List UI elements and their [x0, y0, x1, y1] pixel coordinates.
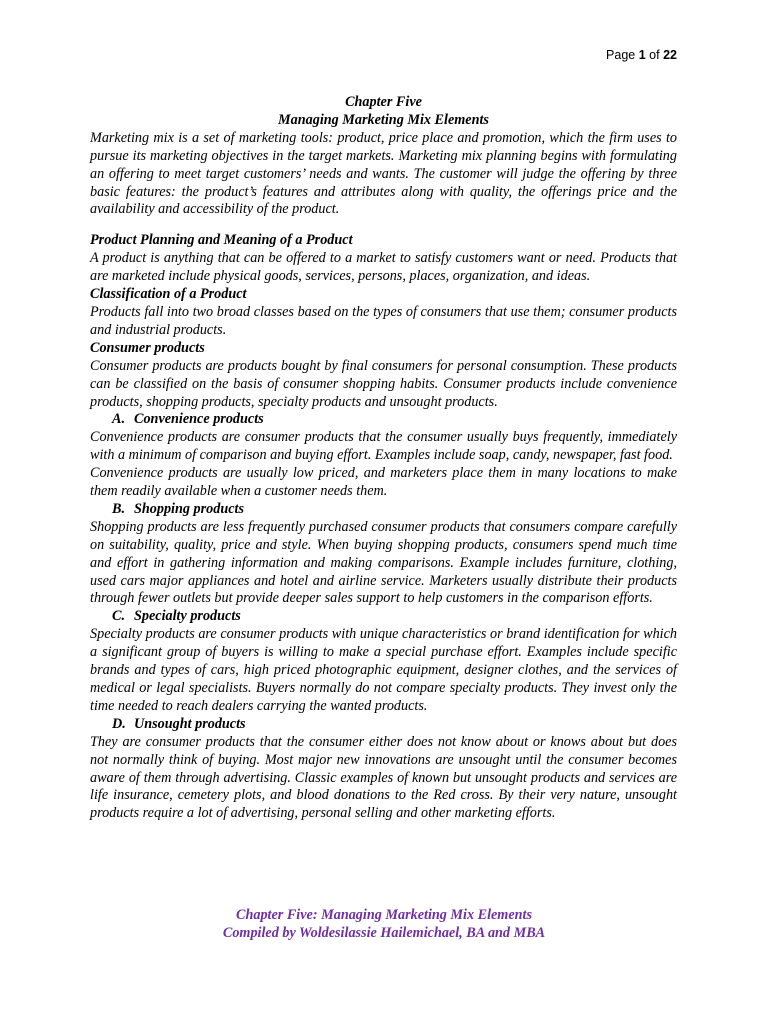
page-body [90, 94, 677, 823]
consumer-products-paragraph: Consumer products are products bought by final consumers for personal consumption. These products can be classified on the basis of consumer shopping habits. Consumer products include convenience products, shopping products, specialty products and unsought products. [90, 357, 677, 410]
convenience-heading-text: Convenience products [134, 411, 264, 428]
total-pages: 22 [663, 48, 677, 62]
page-label: Page [606, 48, 636, 62]
page-of: of [649, 48, 660, 62]
list-letter: A. [112, 411, 126, 428]
page-footer [0, 906, 768, 942]
list-letter: D. [112, 715, 126, 732]
product-planning-heading: Product Planning and Meaning of a Product [90, 232, 353, 249]
current-page: 1 [638, 48, 646, 62]
shopping-heading-text: Shopping products [134, 500, 244, 517]
unsought-heading [112, 716, 677, 734]
intro-paragraph: Marketing mix is a set of marketing tools: product, price place and promotion, which the firm uses to pursue its marketing objectives in the target markets. Marketing mix planning begins with formulating an offering to meet target customers’ needs and wants. The customer will judge the offering by three basic features: the product’s features and attributes along with quality, the offerings price and the availability and accessibility of the product. [90, 129, 677, 218]
classification-paragraph: Products fall into two broad classes based on the types of consumers that use them; consumer products and industrial products. [90, 303, 677, 338]
specialty-heading [112, 608, 677, 626]
convenience-paragraph-2: Convenience products are usually low priced, and marketers place them in many locations to make them readily available when a customer needs them. [90, 465, 677, 500]
convenience-heading [112, 411, 677, 429]
convenience-paragraph-1: Convenience products are consumer products that the consumer usually buys frequently, immediately with a minimum of comparison and buying effort. Examples include soap, candy, newspaper, fast food. [90, 429, 677, 464]
footer-author: Compiled by Woldesilassie Hailemichael, BA and MBA [222, 925, 546, 941]
spacer [90, 219, 677, 232]
specialty-heading-text: Specialty products [134, 608, 241, 625]
classification-heading: Classification of a Product [90, 286, 247, 303]
chapter-subtitle: Managing Marketing Mix Elements [278, 111, 489, 128]
specialty-paragraph: Specialty products are consumer products with unique characteristics or brand identification for which a significant group of buyers is willing to make a special purchase effort. Examples include specific brands and types of cars, high priced photographic equipment, designer clothes, and the services of medical or legal specialists. Buyers normally do not compare specialty products. They invest only the time needed to reach dealers carrying the wanted products. [90, 626, 677, 714]
unsought-paragraph: They are consumer products that the consumer either does not know about or knows about but does not normally think of buying. Most major new innovations are unsought until the consumer becomes aware of them through advertising. Classic examples of known but unsought products and services are life insurance, cemetery plots, and blood donations to the Red cross. By their very nature, unsought products require a lot of advertising, personal selling and other marketing efforts. [90, 733, 677, 822]
shopping-paragraph: Shopping products are less frequently purchased consumer products that consumers compare carefully on suitability, quality, price and style. When buying shopping products, consumers spend much time and effort in gathering information and making comparisons. Example includes furniture, clothing, used cars major appliances and hotel and airline service. Marketers usually distribute their products through fewer outlets but provide deeper sales support to help customers in the comparison efforts. [90, 518, 677, 607]
consumer-products-heading: Consumer products [90, 339, 205, 356]
unsought-heading-text: Unsought products [134, 715, 246, 732]
shopping-heading [112, 501, 677, 519]
list-letter: B. [112, 500, 126, 517]
product-planning-paragraph: A product is anything that can be offered to a market to satisfy customers want or need. Products that are marketed include physical goods, services, persons, places, organization, and ideas. [90, 250, 677, 285]
page-number [606, 48, 677, 62]
chapter-title: Chapter Five [345, 94, 422, 110]
footer-chapter: Chapter Five: Managing Marketing Mix Elements [236, 907, 532, 923]
list-letter: C. [112, 608, 126, 625]
